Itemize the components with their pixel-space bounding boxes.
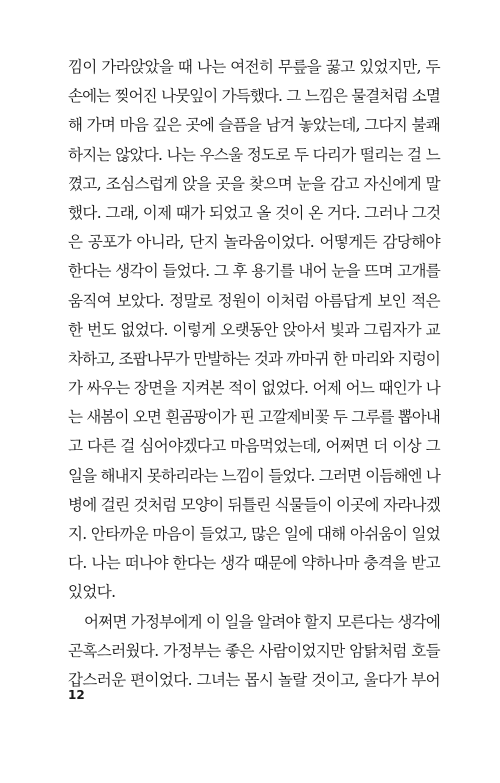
text-line: 고 다른 걸 심어야겠다고 마음먹었는데, 어쩌면 더 이상 그 [68, 437, 440, 456]
paragraph-1 [68, 53, 440, 608]
body-text [68, 53, 440, 695]
text-line: 한 번도 없었다. 이렇게 오랫동안 앉아서 빛과 그림자가 교 [68, 320, 440, 339]
text-line: 움직여 보았다. 정말로 정원이 이처럼 아름답게 보인 적은 [68, 291, 440, 310]
text-line: 가 싸우는 장면을 지켜본 적이 없었다. 어제 어느 때인가 나 [68, 379, 440, 398]
text-line: 어쩌면 가정부에게 이 일을 알려야 할지 모른다는 생각에 [84, 612, 440, 631]
text-line: 병에 걸린 것처럼 모양이 뒤틀린 식물들이 이곳에 자라나겠 [68, 495, 441, 514]
text-line: 다. 나는 떠나야 한다는 생각 때문에 약하나마 충격을 받고 [68, 554, 440, 573]
text-line: 낌이 가라앉았을 때 나는 여전히 무릎을 꿇고 있었지만, 두 [68, 58, 440, 76]
text-line: 차하고, 조팝나무가 만발하는 것과 까마귀 한 마리와 지렁이 [68, 349, 440, 368]
text-line: 지. 안타까운 마음이 들었고, 많은 일에 대해 아쉬움이 일었 [68, 525, 440, 543]
text-line: 있었다. [68, 583, 116, 602]
text-line: 일을 해내지 못하리라는 느낌이 들었다. 그러면 이듬해엔 나 [68, 466, 440, 485]
text-line: 한다는 생각이 들었다. 그 후 용기를 내어 눈을 뜨며 고개를 [68, 262, 440, 281]
paragraph-2 [68, 608, 440, 696]
text-line: 했다. 그래, 이제 때가 되었고 올 것이 온 거다. 그러나 그것 [68, 203, 441, 222]
page-number: 12 [68, 688, 85, 702]
text-line: 는 새봄이 오면 흰곰팡이가 핀 고깔제비꽃 두 그루를 뽑아내 [68, 408, 440, 427]
text-line: 하지는 않았다. 나는 우스울 정도로 두 다리가 떨리는 걸 느 [68, 145, 440, 164]
text-line: 갑스러운 편이었다. 그녀는 몹시 놀랄 것이고, 울다가 부어 [68, 670, 440, 689]
text-line: 손에는 찢어진 나뭇잎이 가득했다. 그 느낌은 물결처럼 소멸 [68, 87, 440, 106]
text-line: 곤혹스러웠다. 가정부는 좋은 사람이었지만 암탉처럼 호들 [68, 641, 440, 660]
text-line: 해 가며 마음 깊은 곳에 슬픔을 남겨 놓았는데, 그다지 불쾌 [68, 116, 440, 135]
text-line: 꼈고, 조심스럽게 앉을 곳을 찾으며 눈을 감고 자신에게 말 [68, 174, 440, 193]
text-line: 은 공포가 아니라, 단지 놀라움이었다. 어떻게든 감당해야 [68, 233, 440, 252]
